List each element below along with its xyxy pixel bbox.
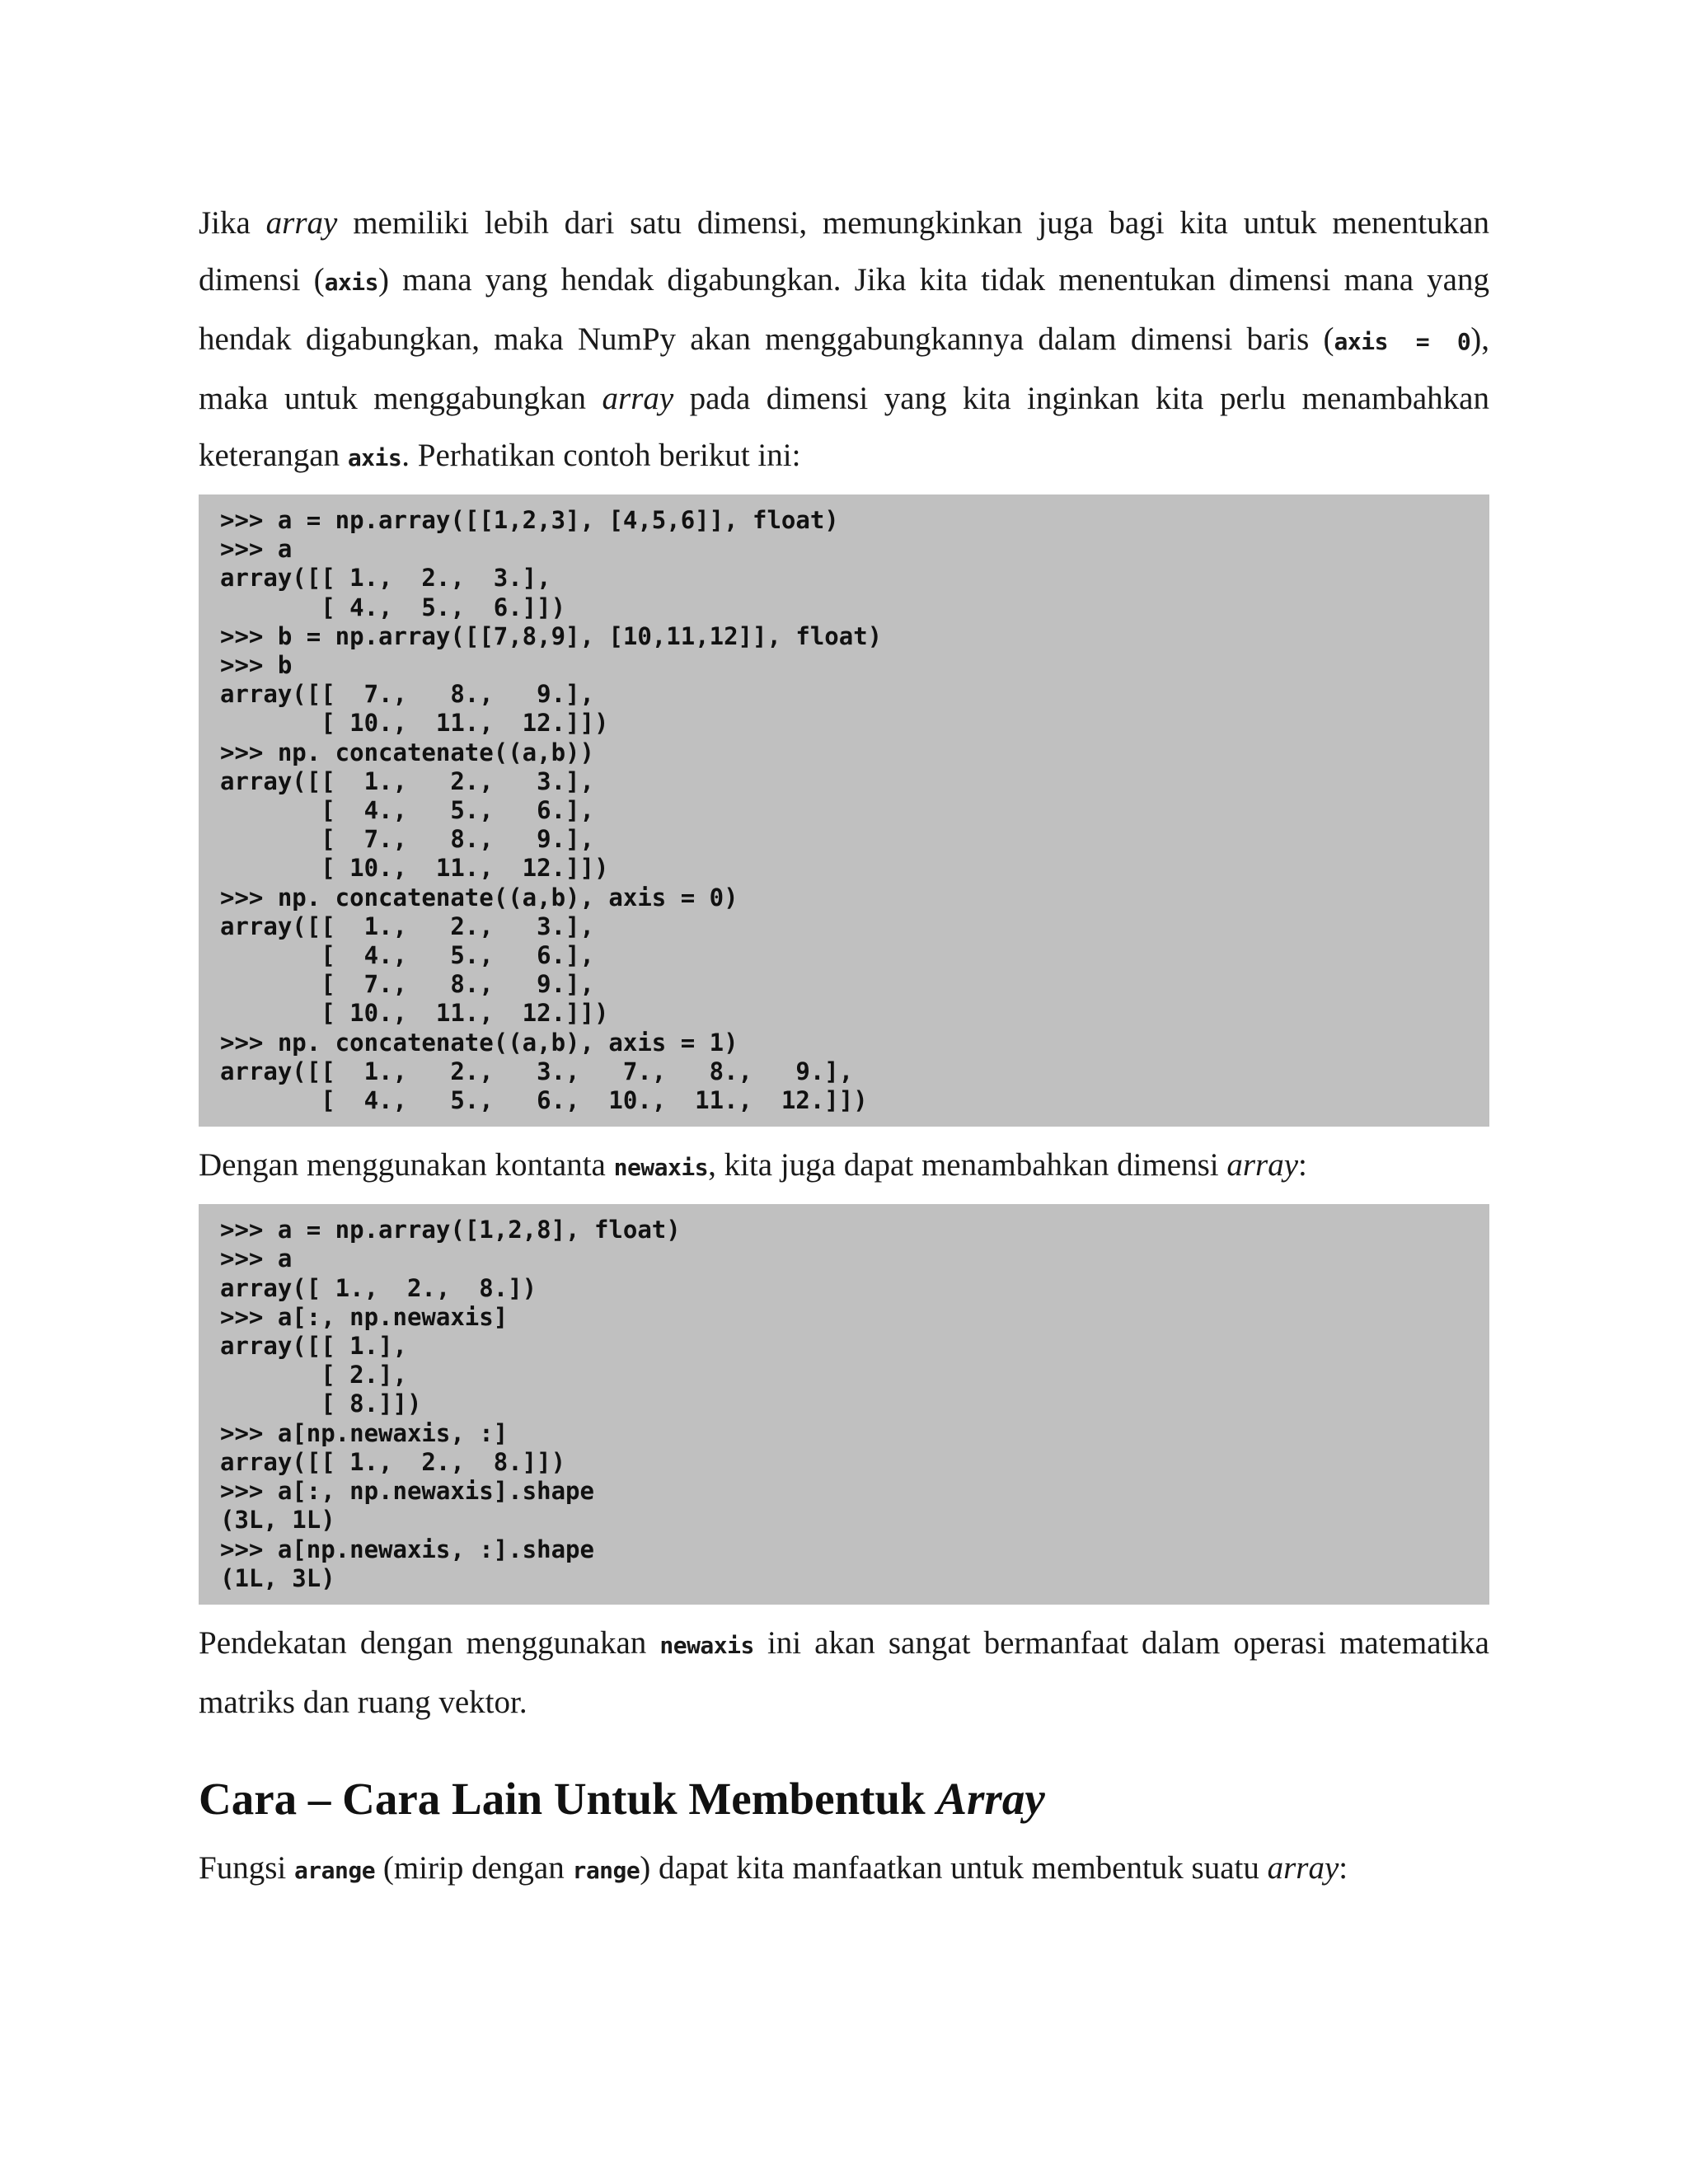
- paragraph-newaxis-benefit: [199, 1615, 1489, 1731]
- text-span: (mirip dengan: [375, 1849, 573, 1886]
- inline-code: arange: [293, 1856, 376, 1884]
- text-span: , kita juga dapat menambahkan dimensi: [708, 1147, 1227, 1183]
- page-content: [199, 194, 1489, 1899]
- paragraph-newaxis-intro: [199, 1137, 1489, 1196]
- text-span: Jika: [199, 205, 266, 241]
- inline-code: axis = 0: [1334, 328, 1471, 355]
- inline-code: range: [572, 1856, 640, 1884]
- text-span: :: [1298, 1147, 1307, 1183]
- heading-italic: Array: [936, 1773, 1045, 1824]
- italic-term: array: [602, 381, 674, 416]
- inline-code: axis: [347, 444, 402, 471]
- code-block-concatenate: >>> a = np.array([[1,2,3], [4,5,6]], float) >>> a array([[ 1., 2., 3.], [ 4., 5., 6.]]) >>> b = np.array([[7,8,9], [10,11,12]], float) >>> b array([[ 7., 8., 9.], [ 10., 11., 12.]]) >>> np. concatenate((a,b)) array([[ 1., 2., 3.], [ 4., 5., 6.], [ 7., 8., 9.], [ 10., 11., 12.]]) >>> np. concatenate((a,b), axis = 0) array([[ 1., 2., 3.], [ 4., 5., 6.], [ 7., 8., 9.], [ 10., 11., 12.]]) >>> np. concatenate((a,b), axis = 1) array([[ 1., 2., 3., 7., 8., 9.], [ 4., 5., 6., 10., 11., 12.]]): [199, 494, 1489, 1127]
- inline-code: axis: [324, 269, 379, 296]
- text-span: Fungsi: [199, 1849, 294, 1886]
- text-span: . Perhatikan contoh berikut ini:: [401, 438, 801, 473]
- paragraph-axis-intro: [199, 194, 1489, 486]
- section-heading: [199, 1770, 1489, 1828]
- text-span: ), maka untuk menggabungkan: [199, 321, 1490, 416]
- text-span: ) dapat kita manfaatkan untuk membentuk suatu: [640, 1849, 1268, 1886]
- italic-term: array: [1267, 1849, 1339, 1886]
- text-span: :: [1339, 1849, 1348, 1886]
- text-span: Pendekatan dengan menggunakan: [199, 1624, 660, 1661]
- code-block-newaxis: >>> a = np.array([1,2,8], float) >>> a array([ 1., 2., 8.]) >>> a[:, np.newaxis] array([[ 1.], [ 2.], [ 8.]]) >>> a[np.newaxis, :] array([[ 1., 2., 8.]]) >>> a[:, np.newaxis].shape (3L, 1L) >>> a[np.newaxis, :].shape (1L, 3L): [199, 1204, 1489, 1605]
- paragraph-arange: [199, 1840, 1489, 1899]
- text-span: memiliki lebih dari satu dimensi, memungkinkan juga bagi kita untuk menentukan dimensi (: [199, 205, 1489, 298]
- inline-code: newaxis: [659, 1631, 754, 1659]
- inline-code: newaxis: [613, 1154, 709, 1182]
- text-span: Dengan menggunakan kontanta: [199, 1147, 614, 1183]
- italic-term: array: [265, 205, 338, 241]
- italic-term: array: [1226, 1147, 1299, 1183]
- text-span: ini akan sangat bermanfaat dalam operasi matematika matriks dan ruang vektor.: [199, 1624, 1489, 1720]
- heading-text: Cara – Cara Lain Untuk Membentuk: [199, 1773, 937, 1824]
- text-span: ) mana yang hendak digabungkan. Jika kita tidak menentukan dimensi mana yang hendak digabungkan, maka NumPy akan menggabungkannya dalam dimensi baris (: [199, 262, 1489, 357]
- text-span: pada dimensi yang kita inginkan kita perlu menambahkan keterangan: [199, 381, 1489, 473]
